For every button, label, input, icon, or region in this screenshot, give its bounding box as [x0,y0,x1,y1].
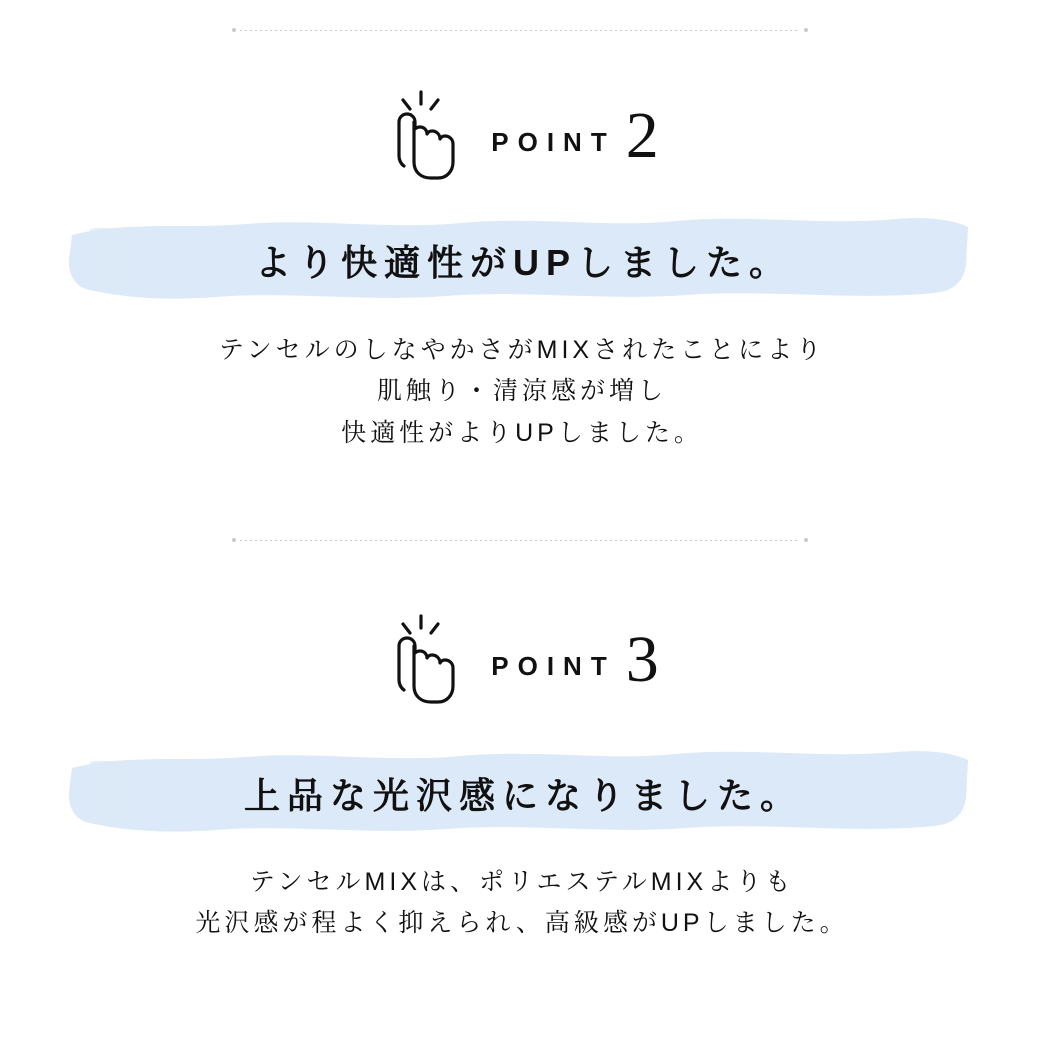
body-line: 快適性がよりUPしました。 [341,418,703,447]
dot-icon [232,538,236,542]
point-label: POINT [491,126,616,157]
dotted-rule [240,540,800,541]
point-header-2 [0,88,1040,184]
body-copy-3 [0,862,1040,945]
dot-icon [232,28,236,32]
body-line: テンセルのしなやかさがMIXされたことにより [218,336,826,364]
heading-text-2: より快適性がUPしました。 [254,241,792,283]
pointing-hand-icon [381,88,461,184]
body-line: テンセルMIXは、ポリエステルMIXよりも [249,868,795,896]
section-divider-top [0,28,1040,32]
dot-icon [804,28,808,32]
dot-icon [804,538,808,542]
heading-banner-2 [0,205,1040,315]
point-number: 2 [625,99,659,172]
point-header-3 [0,612,1040,708]
point-label: POINT [491,650,616,681]
point-number: 3 [625,623,659,696]
section-divider-middle [0,538,1040,542]
body-copy-2 [0,330,1040,454]
body-line: 光沢感が程よく抑えられ、高級感がUPしました。 [195,909,849,938]
pointing-hand-icon [381,612,461,708]
heading-banner-3 [0,738,1040,848]
heading-text-3: 上品な光沢感になりました。 [243,774,803,816]
body-line: 肌触り・清涼感が増し [376,377,667,406]
dotted-rule [240,30,800,31]
